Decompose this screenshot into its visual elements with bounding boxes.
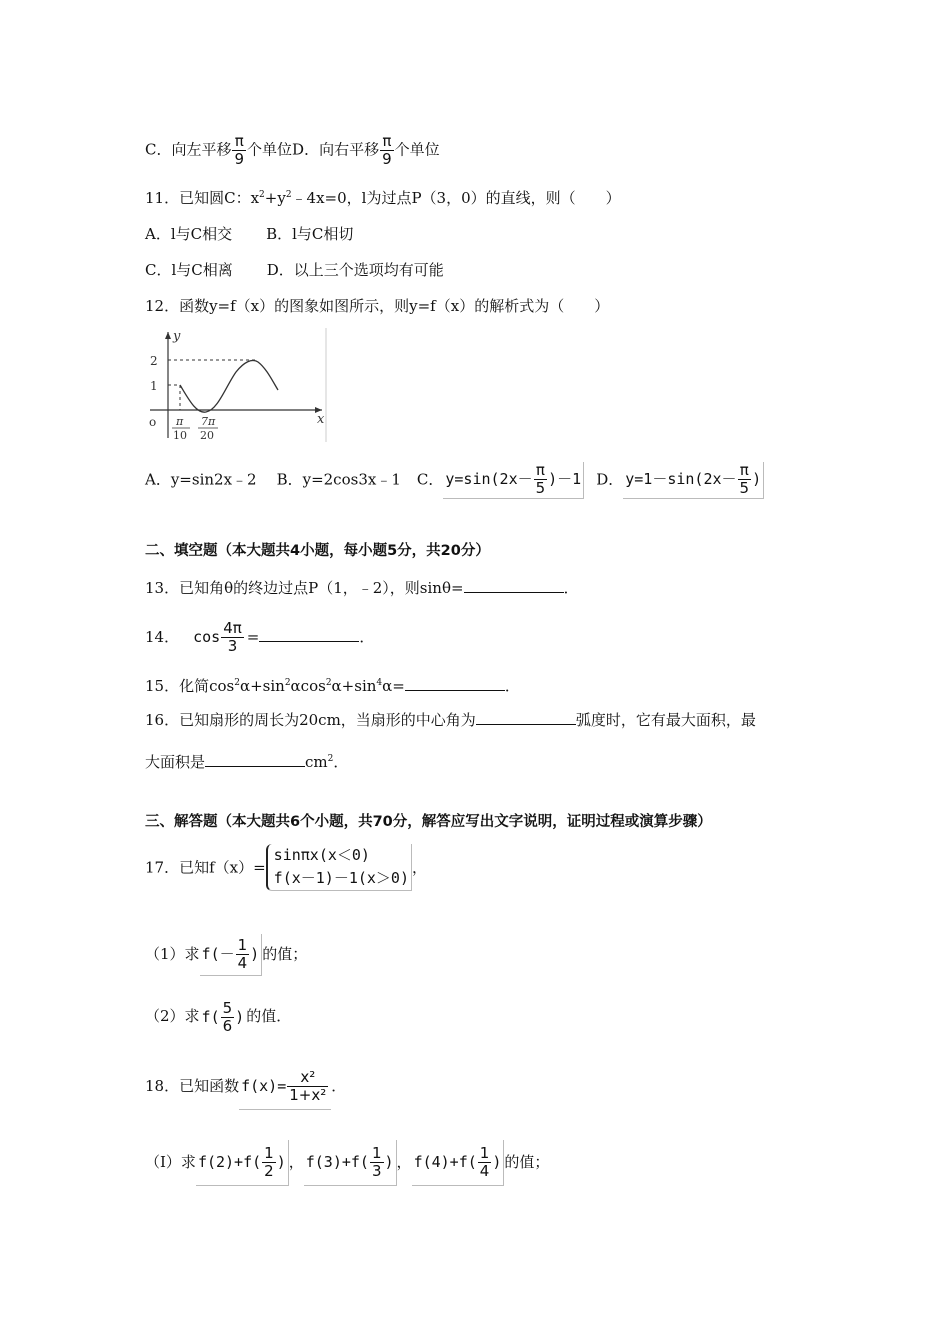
answer-blank — [476, 710, 576, 725]
q16-line2: 大面积是 $cm^2$． — [145, 753, 349, 771]
q13: 13．已知角θ的终边过点P（1，﹣2），则sinθ= ． — [145, 579, 579, 597]
answer-blank — [405, 676, 505, 691]
graph-x-label: x — [317, 412, 325, 427]
q18-part1: （Ⅰ）求 f(2)+f( $\frac{1}{2}$ ) ， f(3)+f( $\frac{1}{3}$ ) ， f(4)+f( $\frac{1}{4}$ ) 的值； — [145, 1140, 549, 1186]
q18-stem: 18．已知函数 f(x)= $\frac{\text{x²}}{\text{1+x²}}$ ． — [145, 1064, 346, 1110]
section-fill-in-title: 二、填空题（本大题共4小题，每小题5分，共20分） — [145, 543, 490, 559]
q17-stem: 17．已知f（x）= sinπx(x＜0) f(x－1)－1(x＞0) ， — [145, 844, 427, 891]
section-solve-title: 三、解答题（本大题共6个小题，共70分，解答应写出文字说明，证明过程或演算步骤） — [145, 814, 712, 830]
q11-options-cd: C．l与C相离 D．以上三个选项均有可能 — [145, 261, 444, 279]
fraction: $\frac{\pi}{9}$ — [234, 132, 245, 168]
q18-function: f(x)= $\frac{\text{x²}}{\text{1+x²}}$ — [239, 1064, 331, 1110]
graph-origin-label: o — [149, 415, 157, 429]
graph-tick-y2: 2 — [150, 354, 158, 368]
graph-tick-x2-num: 7π — [201, 415, 216, 428]
q18-expr-3: f(4)+f( $\frac{1}{4}$ ) — [412, 1140, 505, 1186]
graph-tick-y1: 1 — [150, 379, 158, 393]
graph-tick-x1-den: 10 — [173, 429, 187, 442]
q12-stem: 12．函数y=f（x）的图象如图所示，则y=f（x）的解析式为（ ） — [145, 297, 610, 315]
answer-blank — [259, 627, 359, 642]
answer-blank — [205, 752, 305, 767]
graph-tick-x2-den: 20 — [200, 429, 214, 442]
piecewise-function: sinπx(x＜0) f(x－1)－1(x＞0) — [266, 844, 412, 891]
q10-options: C．向左平移 $\frac{\pi}{9}$ 个单位D．向右平移 $\frac{\pi}{9}$ 个单位 — [145, 132, 440, 168]
q18-expr-1: f(2)+f( $\frac{1}{2}$ ) — [196, 1140, 289, 1186]
q11-stem: 11．已知圆C：$x^2+y^2﹣4x=0$，l为过点P（3，0）的直线，则（ ） — [145, 189, 621, 207]
q12-options: A．y=sin2x﹣2 B．y=2cos3x﹣1 C． y=sin(2x－ $\frac{\pi}{5}$ )－1 D． y=1－sin(2x－ $\frac{\pi}{5}$ ) — [145, 462, 764, 499]
graph-y-label: y — [173, 329, 181, 344]
option-d-formula: y=1－sin(2x－ $\frac{\pi}{5}$ ) — [623, 462, 764, 499]
q11-options-ab: A．l与C相交 B．l与C相切 — [145, 225, 354, 243]
q16-line1: 16．已知扇形的周长为20cm，当扇形的中心角为 弧度时，它有最大面积，最 — [145, 711, 756, 729]
graph-tick-x1-num: π — [176, 415, 184, 428]
answer-blank — [464, 578, 564, 593]
q15: 15．化简$\cos^2\alpha+\sin^2\alpha\cos^2\alpha+\sin^4\alpha=$ ． — [145, 677, 520, 695]
q14: 14． cos $\frac{4\pi}{3}$ = ． — [145, 619, 375, 655]
q17-p1-formula: f(－ $\frac{1}{4}$ ) — [200, 934, 263, 976]
q18-expr-2: f(3)+f( $\frac{1}{3}$ ) — [304, 1140, 397, 1186]
q12-graph — [140, 326, 330, 446]
fraction: $\frac{\pi}{9}$ — [382, 132, 392, 168]
option-c-formula: y=sin(2x－ $\frac{\pi}{5}$ )－1 — [443, 462, 584, 499]
q14-formula: cos $\frac{4\pi}{3}$ — [193, 619, 242, 655]
q17-part2: （2）求 f( $\frac{5}{6}$ ) 的值． — [145, 996, 291, 1038]
q17-p2-formula: f( $\frac{5}{6}$ ) — [201, 998, 245, 1035]
q17-part1: （1）求 f(－ $\frac{1}{4}$ ) 的值； — [145, 934, 307, 976]
